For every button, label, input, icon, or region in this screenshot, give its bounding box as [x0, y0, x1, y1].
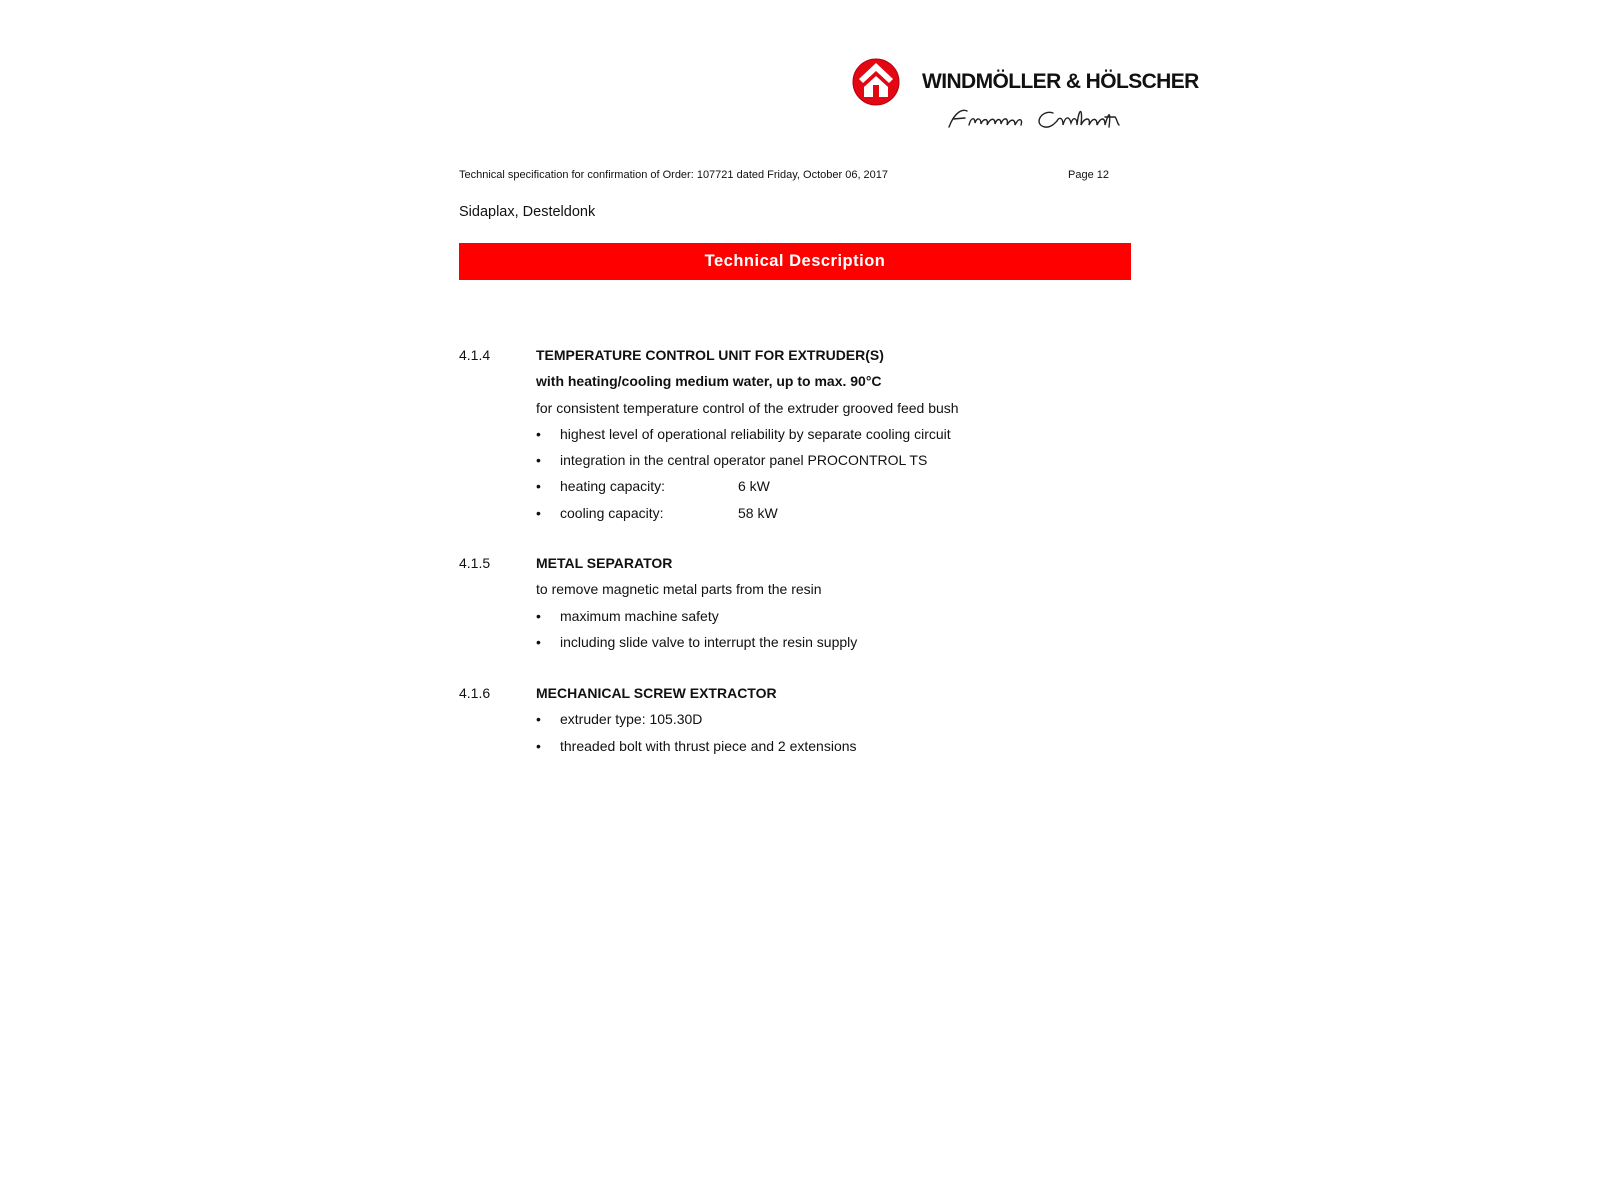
- section-subtitle: with heating/cooling medium water, up to max. 90°C: [536, 373, 882, 390]
- spec-value: 58 kW: [738, 504, 778, 521]
- bullet-icon: •: [536, 737, 541, 754]
- customer-name: Sidaplax, Desteldonk: [459, 204, 596, 220]
- section-number: 4.1.4: [459, 347, 491, 363]
- section-number: 4.1.5: [459, 555, 491, 571]
- bullet-icon: •: [536, 607, 541, 624]
- list-item: • maximum machine safety: [536, 607, 719, 624]
- bullet-icon: •: [536, 504, 541, 521]
- section-title: METAL SEPARATOR: [536, 555, 673, 571]
- spec-label: heating capacity:: [560, 478, 666, 495]
- bullet-icon: •: [536, 711, 541, 728]
- list-item: • highest level of operational reliability by separate cooling circuit: [536, 425, 951, 442]
- page-number: Page 12: [1068, 169, 1109, 181]
- list-item: • extruder type: 105.30D: [536, 711, 703, 728]
- bullet-icon: •: [536, 633, 541, 650]
- company-logo-icon: [851, 57, 901, 107]
- spec-value: 6 kW: [738, 478, 770, 495]
- bullet-icon: •: [536, 425, 541, 442]
- section-description: to remove magnetic metal parts from the resin: [536, 581, 822, 598]
- section-number: 4.1.6: [459, 685, 491, 701]
- list-item: • integration in the central operator panel PROCONTROL TS: [536, 452, 928, 469]
- section-title: MECHANICAL SCREW EXTRACTOR: [536, 685, 777, 701]
- spec-item: [536, 478, 1156, 504]
- list-item: • including slide valve to interrupt the resin supply: [536, 633, 858, 650]
- spec-label: cooling capacity:: [560, 504, 664, 521]
- bullet-icon: •: [536, 478, 541, 495]
- bullet-icon: •: [536, 452, 541, 469]
- handwritten-signature: [945, 103, 1185, 135]
- list-item: • threaded bolt with thrust piece and 2 extensions: [536, 737, 857, 754]
- section-banner: [459, 243, 1131, 280]
- section-description: for consistent temperature control of the extruder grooved feed bush: [536, 399, 959, 416]
- spec-item: [536, 505, 1156, 531]
- brand-name: WINDMÖLLER & HÖLSCHER: [922, 70, 1199, 93]
- order-spec-line: Technical specification for confirmation of Order: 107721 dated Friday, October 06, 2017: [459, 169, 889, 181]
- section-title: TEMPERATURE CONTROL UNIT FOR EXTRUDER(S): [536, 347, 884, 363]
- banner-title: Technical Description: [704, 252, 886, 270]
